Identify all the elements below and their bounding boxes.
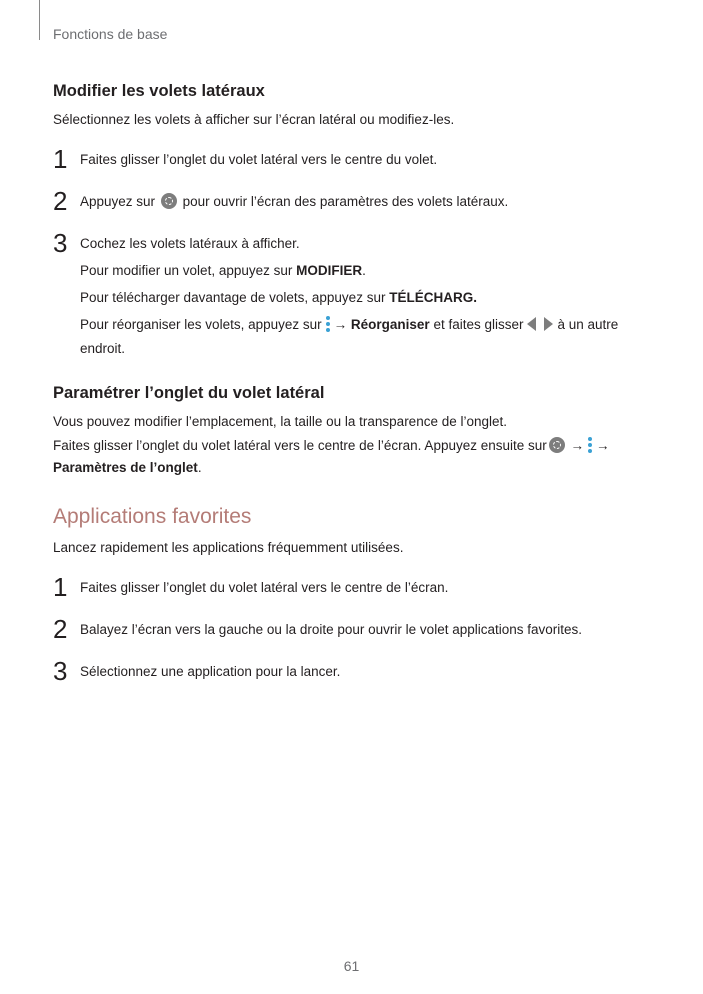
detail-text: Pour télécharger davantage de volets, appuyez sur [80,290,390,305]
arrow: → [596,438,610,453]
fav-step-3 [53,656,653,686]
drag-handle-icon [527,316,553,338]
step-text-pre: Appuyez sur [80,194,156,209]
keyword-reorganiser: Réorganiser [350,317,430,332]
step-text: Faites glisser l’onglet du volet latéral vers le centre du volet. [80,152,438,167]
body-text: Faites glisser l’onglet du volet latéral vers le centre de l’écran. Appuyez ensuite sur [53,438,547,453]
step-number: 3 [53,228,68,258]
step-2 [53,186,653,216]
step-1 [53,144,653,174]
more-options-icon [326,316,330,332]
subsection-title-edit-panels: Modifier les volets latéraux [53,82,265,100]
fav-step-2 [53,614,653,644]
more-options-icon [588,437,592,453]
settings-gear-icon [549,437,565,453]
fav-step-1 [53,572,653,602]
detail-text: à un autre endroit. [80,317,619,356]
header-rule [39,0,40,40]
detail-text: Pour modifier un volet, appuyez sur [80,263,297,278]
detail-modify [80,260,653,282]
step-3-details [80,260,653,360]
page-number: 61 [343,958,360,974]
step-text: Faites glisser l’onglet du volet latéral vers le centre de l’écran. [80,580,449,595]
intro-text: Sélectionnez les volets à afficher sur l’écran latéral ou modifiez-les. [53,112,455,127]
running-header: Fonctions de base [53,26,168,42]
detail-text: et faites glisser [433,317,524,332]
tab-settings-p1: Vous pouvez modifier l’emplacement, la taille ou la transparence de l’onglet. [53,414,508,429]
step-text: Sélectionnez une application pour la lancer. [80,664,341,679]
section-title-favorites: Applications favorites [53,505,252,528]
step-number: 2 [53,186,68,216]
keyword-parametres-onglet: Paramètres de l’onglet [53,460,198,475]
arrow: → [333,317,348,332]
step-text: Cochez les volets latéraux à afficher. [80,236,300,251]
page-content [53,82,653,685]
detail-download [80,287,653,309]
detail-reorder [80,314,653,360]
step-number: 3 [53,656,68,686]
step-number: 1 [53,144,68,174]
keyword-telecharg: TÉLÉCHARG. [389,290,477,305]
step-number: 1 [53,572,68,602]
step-3 [53,228,653,360]
arrow: → [570,438,585,453]
step-number: 2 [53,614,68,644]
step-text: Balayez l’écran vers la gauche ou la droite pour ouvrir le volet applications favorites. [80,622,583,637]
keyword-modifier: MODIFIER [296,263,363,278]
detail-text: Pour réorganiser les volets, appuyez sur [80,317,322,332]
body-text: . [197,460,202,475]
subsection-title-tab-settings: Paramétrer l’onglet du volet latéral [53,384,325,402]
tab-settings-p2 [53,435,653,479]
favorites-intro: Lancez rapidement les applications fréquemment utilisées. [53,540,404,555]
detail-text: . [362,263,366,278]
step-text-post: pour ouvrir l’écran des paramètres des volets latéraux. [182,194,509,209]
settings-gear-icon [161,193,177,209]
